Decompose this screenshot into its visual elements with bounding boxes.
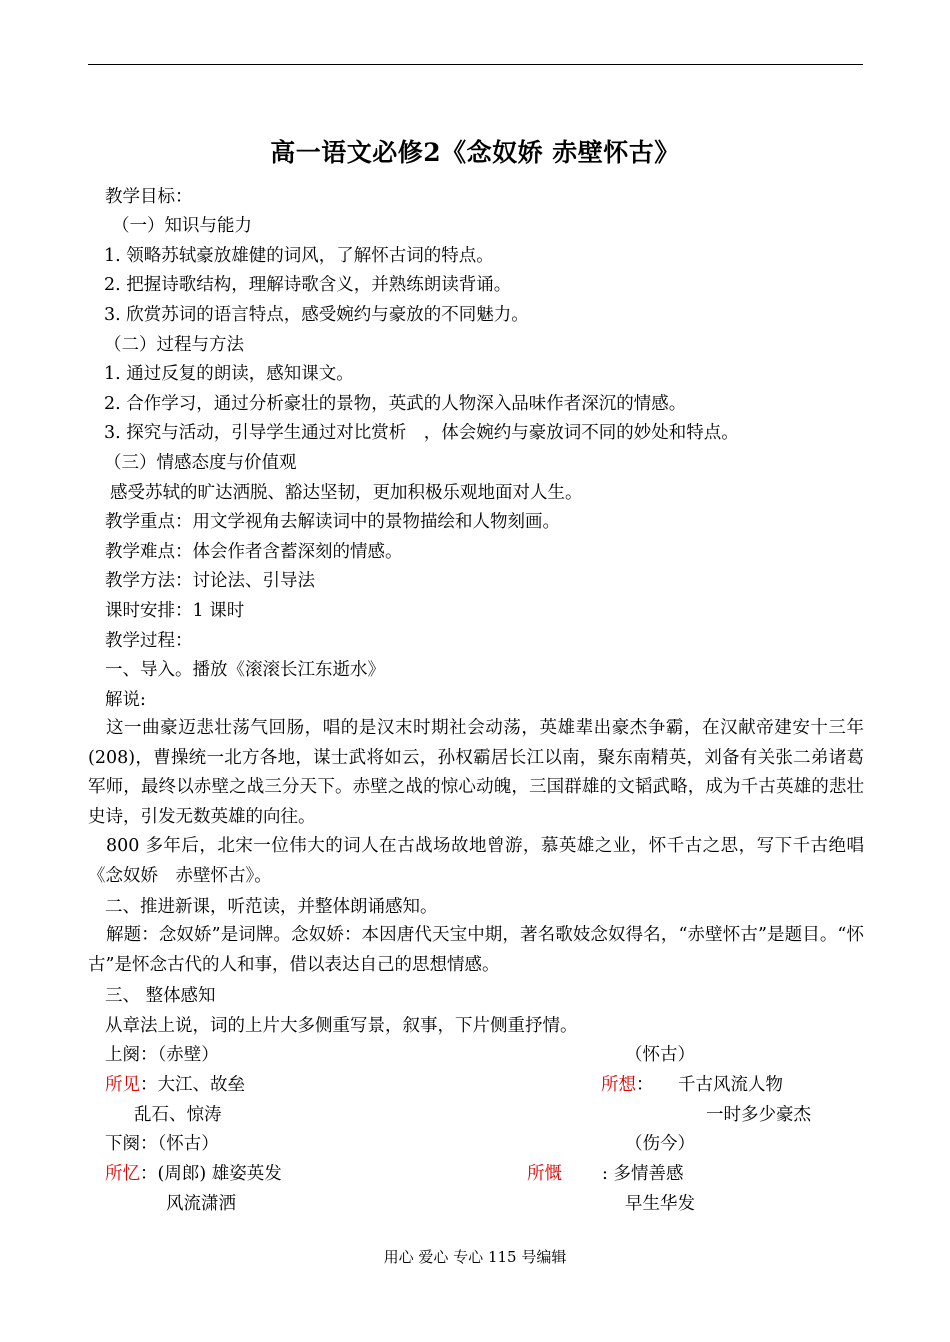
intro-paragraph: 这一曲豪迈悲壮荡气回肠，唱的是汉末时期社会动荡，英雄辈出豪杰争霸，在汉献帝建安十三年(208)，曹操统一北方各地，谋士武将如云，孙权霸居长江以南，聚东南精英，刘备有关张二弟诸葛军师，最终以赤壁之战三分天下。赤壁之战的惊心动魄，三国群雄的文韬武略，成为千古英雄的悲壮史诗，引发无数英雄的向往。 xyxy=(88,718,864,827)
list-item: 1. 领略苏轼豪放雄健的词风，了解怀古词的特点。 xyxy=(104,246,494,266)
explain-label: 解说: xyxy=(105,690,146,710)
seen-text-2: 乱石、惊涛 xyxy=(134,1105,222,1125)
list-item: 3. 欣赏苏词的语言特点，感受婉约与豪放的不同魅力。 xyxy=(104,305,529,325)
section-emotion-title: （三）情感态度与价值观 xyxy=(104,453,297,473)
emotion-text: 感受苏轼的旷达洒脱、豁达坚韧，更加积极乐观地面对人生。 xyxy=(110,483,583,503)
process-label: 教学过程： xyxy=(105,631,193,651)
feel-text-2: 早生华发 xyxy=(625,1194,695,1214)
objectives-label: 教学目标： xyxy=(105,187,193,207)
step-overview: 三、 整体感知 xyxy=(105,986,216,1006)
key-point: 教学重点：用文学视角去解读词中的景物描绘和人物刻画。 xyxy=(105,512,560,532)
document-title: 高一语文必修2《念奴娇 赤壁怀古》 xyxy=(270,138,680,167)
title-explanation: 解题：念奴娇”是词牌。念奴娇：本因唐代天宝中期，著名歌妓念奴得名，“赤壁怀古”是题目。“怀古”是怀念古代的人和事，借以表达自己的思想情感。 xyxy=(88,925,864,975)
upper-stanza-theme: （怀古） xyxy=(625,1045,695,1065)
seen-label: 所见 xyxy=(105,1075,140,1095)
structure-text: 从章法上说，词的上片大多侧重写景，叙事，下片侧重抒情。 xyxy=(105,1016,578,1036)
recall-row xyxy=(105,1163,282,1185)
thought-text-2: 一时多少豪杰 xyxy=(706,1105,811,1125)
thought-label: 所想 xyxy=(601,1075,636,1095)
list-item: 2. 合作学习，通过分析豪壮的景物，英武的人物深入品味作者深沉的情感。 xyxy=(104,394,687,414)
teaching-method: 教学方法：讨论法、引导法 xyxy=(105,571,315,591)
thought-row xyxy=(601,1074,654,1096)
seen-text: ：大江、故垒 xyxy=(140,1075,245,1095)
recall-text-2: 风流潇洒 xyxy=(166,1194,236,1214)
thought-colon: ： xyxy=(636,1075,654,1095)
recall-label: 所忆 xyxy=(105,1164,140,1184)
seen-row xyxy=(105,1074,245,1096)
list-item: 1. 通过反复的朗读，感知课文。 xyxy=(104,364,354,384)
step-intro: 一、导入。播放《滚滚长江东逝水》 xyxy=(105,660,385,680)
difficulty: 教学难点：体会作者含蓄深刻的情感。 xyxy=(105,542,403,562)
list-item: 3. 探究与活动，引导学生通过对比赏析 ，体会婉约与豪放词不同的妙处和特点。 xyxy=(104,423,739,443)
lower-stanza-label: 下阕：（怀古） xyxy=(105,1134,219,1154)
thought-text-1: 千古风流人物 xyxy=(678,1075,783,1095)
section-process-title: （二）过程与方法 xyxy=(104,335,244,355)
class-schedule: 课时安排：1 课时 xyxy=(105,601,245,621)
section-knowledge-title: （一）知识与能力 xyxy=(112,216,252,236)
upper-stanza-label: 上阕：（赤壁） xyxy=(105,1045,219,1065)
page-footer: 用心 爱心 专心 115 号编辑 xyxy=(383,1248,567,1266)
lower-stanza-theme: （伤今） xyxy=(625,1134,695,1154)
recall-text: ：(周郎) 雄姿英发 xyxy=(140,1164,282,1184)
feel-label: 所慨 xyxy=(527,1164,562,1184)
feel-text: : 多情善感 xyxy=(602,1164,684,1184)
list-item: 2. 把握诗歌结构，理解诗歌含义，并熟练朗读背诵。 xyxy=(104,275,512,295)
step-reading: 二、推进新课，听范读，并整体朗诵感知。 xyxy=(105,897,438,917)
poet-paragraph: 800 多年后，北宋一位伟大的词人在古战场故地曾游，慕英雄之业，怀千古之思，写下千古绝唱《念奴娇 赤壁怀古》。 xyxy=(88,836,864,886)
header-rule xyxy=(88,64,863,65)
